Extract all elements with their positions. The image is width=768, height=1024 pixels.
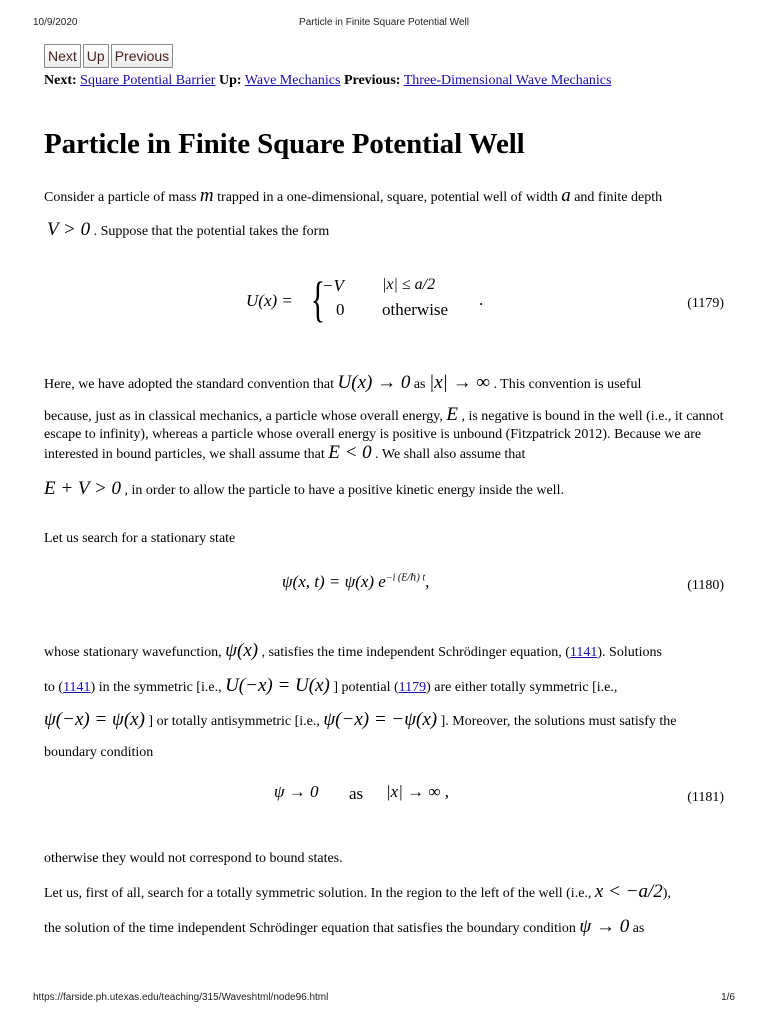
p6-text-a: Let us, first of all, search for a totally symmetric solution. In the region to the left of the well (i.e., (44, 886, 592, 901)
eq1180-expression: ψ(x, t) = ψ(x) e (282, 572, 386, 591)
eq1180-body (282, 572, 429, 592)
p1-text-c: and finite depth (574, 190, 663, 205)
p2-text-a: Here, we have adopted the standard convention that (44, 377, 335, 392)
paragraph-convention-body (44, 406, 726, 464)
previous-label: Previous: (343, 73, 401, 88)
p1-math-v: V > 0 (47, 219, 91, 240)
eq1179-case2-cond: otherwise (382, 300, 449, 319)
eq1180-comma: , (425, 572, 430, 591)
paragraph-wavefunction-line1 (44, 642, 728, 662)
next-button[interactable]: Next (44, 44, 81, 68)
eq1179-number: (1179) (687, 296, 724, 311)
p4-math-antisym: ψ(−x) = −ψ(x) (323, 709, 438, 730)
p1-text-d: . Suppose that the potential takes the form (93, 224, 330, 239)
eq1141-link-1[interactable]: 1141 (569, 645, 598, 660)
print-url: https://farside.ph.utexas.edu/teaching/315/Waveshtml/node96.html (33, 992, 329, 1003)
p6-text-d: as (632, 921, 645, 936)
p2-math-e-neg: E < 0 (328, 442, 372, 463)
p6-math-psi-limit: ψ → 0 (579, 916, 630, 937)
p2-math-x-limit: |x| → ∞ (429, 372, 490, 393)
p4-text-d: to ( (44, 680, 64, 695)
print-date: 10/9/2020 (33, 17, 78, 28)
p2-text-f: . We shall also assume that (375, 447, 526, 462)
p4-text-i: ]. Moreover, the solutions must satisfy the (440, 714, 677, 729)
eq1179-lhs: U(x) = (246, 291, 293, 310)
eq1141-link-2[interactable]: 1141 (63, 680, 91, 695)
p4-text-h: ] or totally antisymmetric [i.e., (148, 714, 320, 729)
page-title: Particle in Finite Square Potential Well (44, 128, 525, 160)
p4-text-g: ) are either totally symmetric [i.e., (426, 680, 618, 695)
up-button[interactable]: Up (83, 44, 109, 68)
p2-text-g: , in order to allow the particle to have a positive kinetic energy inside the well. (124, 483, 564, 498)
paragraph-wavefunction-line3 (44, 711, 728, 731)
eq1179-period: . (479, 290, 484, 309)
p1-math-m: m (199, 185, 214, 206)
nav-buttons (44, 44, 728, 68)
paragraph-symmetric-line1 (44, 883, 728, 903)
eq1179-brace: { (310, 271, 326, 327)
paragraph-stationary: Let us search for a stationary state (44, 531, 236, 546)
paragraph-intro-line2 (44, 221, 728, 241)
previous-button[interactable]: Previous (111, 44, 173, 68)
print-page-number: 1/6 (721, 992, 735, 1003)
print-title: Particle in Finite Square Potential Well (299, 17, 469, 28)
paragraph-wavefunction-line2 (44, 677, 728, 697)
eq1181-number: (1181) (687, 790, 724, 805)
p2-math-u-limit: U(x) → 0 (337, 372, 411, 393)
paragraph-wavefunction-line4: boundary condition (44, 745, 154, 760)
p6-text-c: the solution of the time independent Schrödinger equation that satisfies the boundary condition (44, 921, 576, 936)
equation-1181 (44, 778, 728, 818)
nav-breadcrumb (44, 72, 728, 90)
p2-text-b: as (413, 377, 426, 392)
eq1181-rhs: |x| → ∞ , (386, 782, 450, 801)
up-link[interactable]: Wave Mechanics (244, 73, 341, 88)
p4-math-psi: ψ(x) (225, 640, 259, 661)
paragraph-symmetric-line2 (44, 918, 728, 938)
next-label: Next: (44, 73, 77, 88)
paragraph-bound-states: otherwise they would not correspond to bound states. (44, 851, 343, 866)
next-link[interactable]: Square Potential Barrier (80, 73, 216, 88)
p2-math-e: E (446, 404, 458, 425)
eq1180-number: (1180) (687, 578, 724, 593)
p1-text-a: Consider a particle of mass (44, 190, 197, 205)
eq1179-cases (322, 276, 482, 320)
p4-math-symmetry: U(−x) = U(x) (225, 675, 330, 696)
p6-math-region: x < −a/2 (594, 881, 663, 902)
p4-text-e: ) in the symmetric [i.e., (90, 680, 222, 695)
p1-math-a: a (561, 185, 571, 206)
previous-link[interactable]: Three-Dimensional Wave Mechanics (403, 73, 612, 88)
equation-1180 (44, 564, 728, 604)
eq1181-as: as (349, 784, 364, 803)
eq1180-exponent: −i (E/ℏ) t (385, 572, 426, 584)
eq1179-case2-value: 0 (336, 300, 345, 319)
p4-text-c: ). Solutions (597, 645, 662, 660)
p2-text-e: , is negative is bound in the well (i.e., it cannot escape to infinity), whereas a particle whose overall energy is positive is unbound (Fitzpatrick 2012). Because we are interested in bound particles, we shall assume that (44, 409, 724, 462)
p4-text-b: , satisfies the time independent Schrödinger equation, ( (261, 645, 570, 660)
up-label: Up: (218, 73, 242, 88)
eq1179-case1-value: −V (322, 276, 344, 295)
p1-text-b: trapped in a one-dimensional, square, potential well of width (217, 190, 558, 205)
paragraph-convention-last (44, 480, 728, 500)
paragraph-intro-line1 (44, 187, 728, 207)
equation-1179 (44, 271, 728, 327)
p4-text-f: ] potential ( (333, 680, 399, 695)
paragraph-convention-line1 (44, 374, 728, 394)
p6-text-b: ), (662, 886, 671, 901)
p2-text-c: . This convention is useful (493, 377, 642, 392)
p2-text-d: because, just as in classical mechanics, a particle whose overall energy, (44, 409, 443, 424)
eq1181-lhs: ψ → 0 (274, 782, 319, 801)
p4-math-sym: ψ(−x) = ψ(x) (44, 709, 145, 730)
eq1179-link[interactable]: 1179 (398, 680, 427, 695)
p4-text-a: whose stationary wavefunction, (44, 645, 222, 660)
p2-math-ev: E + V > 0 (44, 478, 122, 499)
eq1179-case1-cond: |x| ≤ a/2 (382, 276, 436, 293)
